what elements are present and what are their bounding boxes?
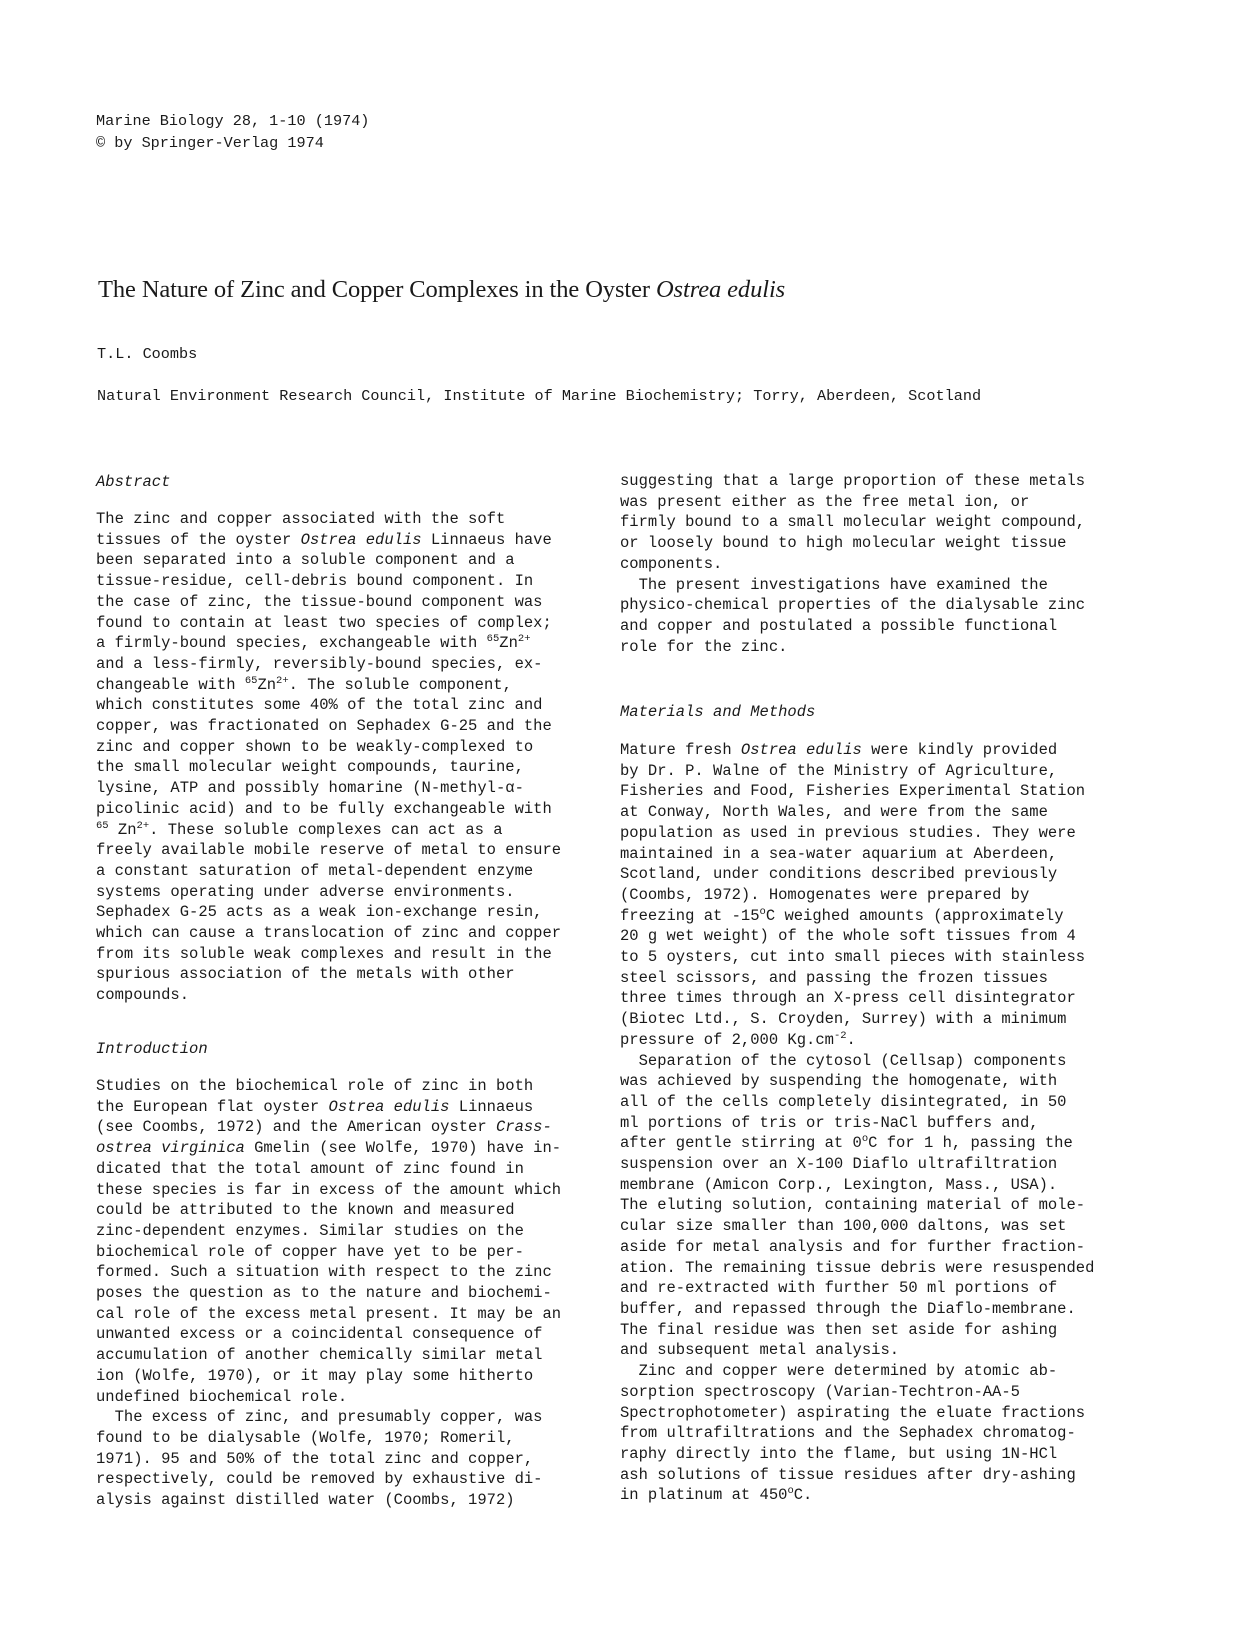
introduction-line: these species is far in excess of the amount which	[96, 1180, 562, 1199]
introduction-line: zinc-dependent enzymes. Similar studies on the	[96, 1221, 524, 1240]
methods-line: buffer, and repassed through the Diaflo-membrane.	[620, 1299, 1076, 1318]
methods-line: (Biotec Ltd., S. Croyden, Surrey) with a minimum	[620, 1010, 1067, 1029]
methods-line: cular size smaller than 100,000 daltons, was set	[620, 1217, 1067, 1236]
abstract-line: a firmly-bound species, exchangeable with $^{65}Zn^{2+}$	[96, 633, 531, 653]
methods-line: from ultrafiltrations and the Sephadex chromatog-	[620, 1424, 1076, 1443]
methods-line: three times through an X-press cell disintegrator	[620, 989, 1076, 1008]
abstract-body	[96, 509, 561, 1006]
abstract-line: a constant saturation of metal-dependent enzyme	[96, 861, 534, 880]
methods-line: population as used in previous studies. They were	[620, 823, 1076, 842]
abstract-line: been separated into a soluble component and a	[96, 551, 515, 570]
journal-header	[96, 110, 369, 154]
introduction-line: or loosely bound to high molecular weight tissue	[620, 534, 1067, 553]
introduction-line: physico-chemical properties of the dialysable zinc	[620, 596, 1086, 615]
abstract-line: from its soluble weak complexes and result in the	[96, 944, 552, 963]
methods-line: sorption spectroscopy (Varian-Techtron-AA-5	[620, 1382, 1020, 1401]
methods-line: Spectrophotometer) aspirating the eluate fractions	[620, 1403, 1086, 1422]
methods-line: aside for metal analysis and for further fraction-	[620, 1237, 1086, 1256]
methods-line: was achieved by suspending the homogenate, with	[620, 1072, 1058, 1091]
abstract-line: tissue-residue, cell-debris bound component. In	[96, 572, 534, 591]
abstract-line: which can cause a translocation of zinc and copper	[96, 924, 562, 943]
methods-line: and re-extracted with further 50 ml portions of	[620, 1279, 1058, 1298]
abstract-line: Sephadex G-25 acts as a weak ion-exchange resin,	[96, 903, 543, 922]
methods-line: 20 g wet weight) of the whole soft tissues from 4	[620, 927, 1076, 946]
abstract-line: the small molecular weight compounds, taurine,	[96, 758, 524, 777]
journal-citation: Marine Biology 28, 1-10 (1974)	[96, 112, 370, 130]
introduction-body	[96, 1076, 561, 1511]
methods-line: The final residue was then set aside for ashing	[620, 1320, 1058, 1339]
introduction-line: role for the zinc.	[620, 637, 788, 656]
abstract-line: which constitutes some 40% of the total zinc and	[96, 696, 543, 715]
materials-methods-body	[620, 740, 1094, 1506]
abstract-line: compounds.	[96, 986, 190, 1005]
abstract-line: tissues of the oyster Ostrea edulis Linnaeus have	[96, 530, 552, 549]
introduction-line: alysis against distilled water (Coombs, 1972)	[96, 1491, 515, 1510]
methods-line: Scotland, under conditions described previously	[620, 865, 1058, 884]
introduction-line: components.	[620, 554, 723, 573]
methods-line: (Coombs, 1972). Homogenates were prepared by	[620, 885, 1030, 904]
methods-line: ml portions of tris or tris-NaCl buffers and,	[620, 1113, 1039, 1132]
abstract-line: found to contain at least two species of complex;	[96, 613, 552, 632]
abstract-line: changeable with $^{65}Zn^{2+}$. The soluble component,	[96, 674, 512, 694]
introduction-line: cal role of the excess metal present. It may be an	[96, 1304, 562, 1323]
abstract-line: systems operating under adverse environments.	[96, 882, 515, 901]
methods-line: Separation of the cytosol (Cellsap) components	[620, 1051, 1067, 1070]
methods-line: maintained in a sea-water aquarium at Aberdeen,	[620, 844, 1058, 863]
introduction-line: (see Coombs, 1972) and the American oyster Crass-	[96, 1118, 552, 1137]
methods-line: to 5 oysters, cut into small pieces with stainless	[620, 948, 1086, 967]
introduction-line: The excess of zinc, and presumably copper, was	[96, 1408, 543, 1427]
introduction-line: dicated that the total amount of zinc found in	[96, 1159, 524, 1178]
article-title	[98, 276, 785, 304]
introduction-line: could be attributed to the known and measured	[96, 1201, 515, 1220]
author-name: T.L. Coombs	[97, 345, 198, 363]
methods-line: The eluting solution, containing material of mole-	[620, 1196, 1086, 1215]
author-affiliation: Natural Environment Research Council, Institute of Marine Biochemistry; Torry, Aberdeen, Scotland	[97, 387, 982, 405]
title-species: Ostrea edulis	[655, 276, 786, 303]
introduction-line: and copper and postulated a possible functional	[620, 616, 1058, 635]
introduction-line: found to be dialysable (Wolfe, 1970; Romeril,	[96, 1428, 515, 1447]
methods-line: by Dr. P. Walne of the Ministry of Agriculture,	[620, 761, 1058, 780]
abstract-line: lysine, ATP and possibly homarine (N-methyl-α-	[96, 779, 524, 798]
materials-methods-heading: Materials and Methods	[620, 703, 816, 721]
methods-line: all of the cells completely disintegrated, in 50	[620, 1092, 1067, 1111]
abstract-line: picolinic acid) and to be fully exchangeable with	[96, 799, 552, 818]
abstract-line: and a less-firmly, reversibly-bound species, ex-	[96, 654, 543, 673]
introduction-line: suggesting that a large proportion of these metals	[620, 472, 1086, 490]
introduction-line: ion (Wolfe, 1970), or it may play some hitherto	[96, 1366, 534, 1385]
abstract-line: $^{65}$ $Zn^{2+}$. These soluble complexes can act as a	[96, 819, 503, 839]
abstract-line: the case of zinc, the tissue-bound component was	[96, 592, 543, 611]
methods-line: ash solutions of tissue residues after dry-ashing	[620, 1465, 1076, 1484]
abstract-line: copper, was fractionated on Sephadex G-25 and the	[96, 717, 552, 736]
abstract-line: zinc and copper shown to be weakly-complexed to	[96, 737, 534, 756]
introduction-line: accumulation of another chemically similar metal	[96, 1346, 543, 1365]
introduction-heading: Introduction	[96, 1040, 208, 1058]
introduction-continuation	[620, 471, 1085, 657]
introduction-line: biochemical role of copper have yet to be per-	[96, 1242, 524, 1261]
methods-line: after gentle stirring at 0$^o$C for 1 h, passing the	[620, 1133, 1073, 1153]
introduction-line: undefined biochemical role.	[96, 1387, 348, 1406]
abstract-line: spurious association of the metals with other	[96, 965, 515, 984]
introduction-line: The present investigations have examined the	[620, 575, 1048, 594]
methods-line: at Conway, North Wales, and were from the same	[620, 803, 1048, 822]
introduction-line: unwanted excess or a coincidental consequence of	[96, 1325, 543, 1344]
introduction-line: 1971). 95 and 50% of the total zinc and copper,	[96, 1449, 534, 1468]
introduction-line: firmly bound to a small molecular weight compound,	[620, 513, 1086, 532]
introduction-line: was present either as the free metal ion, or	[620, 492, 1030, 511]
introduction-line: the European flat oyster Ostrea edulis Linnaeus	[96, 1097, 534, 1116]
introduction-line: formed. Such a situation with respect to the zinc	[96, 1263, 552, 1282]
abstract-heading: Abstract	[96, 473, 171, 491]
methods-line: Mature fresh Ostrea edulis were kindly provided	[620, 741, 1058, 759]
methods-line: raphy directly into the flame, but using 1N-HCl	[620, 1444, 1058, 1463]
title-main: The Nature of Zinc and Copper Complexes in the Oyster	[98, 276, 656, 303]
abstract-line: The zinc and copper associated with the soft	[96, 510, 506, 528]
introduction-line: respectively, could be removed by exhaustive di-	[96, 1470, 543, 1489]
methods-line: pressure of 2,000 $Kg.cm^{-2}$.	[620, 1029, 856, 1049]
methods-line: in platinum at 450$^o$C.	[620, 1485, 813, 1505]
introduction-line: Studies on the biochemical role of zinc in both	[96, 1077, 534, 1095]
introduction-line: poses the question as to the nature and biochemi-	[96, 1284, 552, 1303]
introduction-line: ostrea virginica Gmelin (see Wolfe, 1970) have in-	[96, 1139, 562, 1158]
copyright-notice: © by Springer-Verlag 1974	[96, 134, 324, 152]
methods-line: Fisheries and Food, Fisheries Experimental Station	[620, 782, 1086, 801]
methods-line: suspension over an X-100 Diaflo ultrafiltration	[620, 1155, 1058, 1174]
methods-line: membrane (Amicon Corp., Lexington, Mass., USA).	[620, 1175, 1058, 1194]
methods-line: ation. The remaining tissue debris were resuspended	[620, 1258, 1095, 1277]
methods-line: freezing at -15$^o$C weighed amounts (approximately	[620, 905, 1064, 925]
methods-line: Zinc and copper were determined by atomic ab-	[620, 1362, 1058, 1381]
methods-line: and subsequent metal analysis.	[620, 1341, 900, 1360]
methods-line: steel scissors, and passing the frozen tissues	[620, 968, 1048, 987]
abstract-line: freely available mobile reserve of metal to ensure	[96, 841, 562, 860]
